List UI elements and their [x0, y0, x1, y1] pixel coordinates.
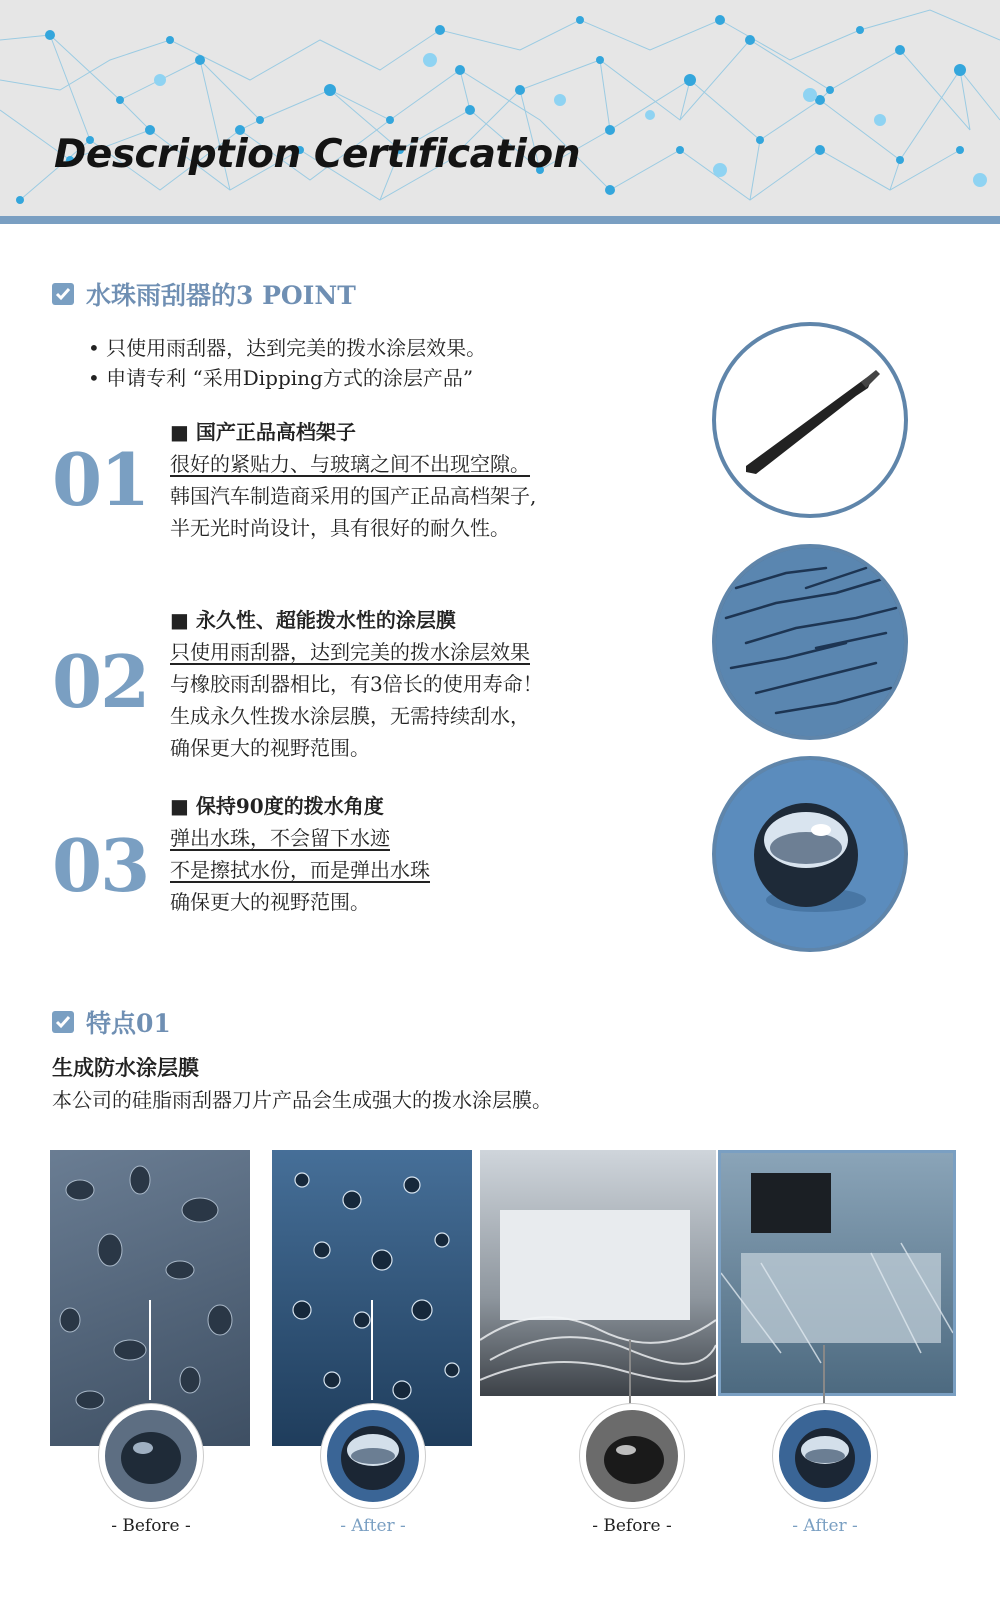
point-highlight: 只使用雨刮器，达到完美的拨水涂层效果 [170, 640, 530, 664]
point-text: 生成永久性拨水涂层膜，无需持续刮水， [170, 704, 530, 728]
before-photo-droplets [50, 1150, 250, 1446]
point-number: 02 [52, 639, 149, 724]
checkbox-icon [52, 283, 74, 305]
callout-line [371, 1300, 373, 1400]
header-banner [0, 0, 1000, 216]
point-text: 与橡胶雨刮器相比，有3倍长的使用寿命！ [170, 672, 543, 696]
before-photo-windshield [480, 1150, 716, 1396]
point-text: 确保更大的视野范围。 [170, 890, 370, 914]
section-heading-feature-01 [52, 1004, 171, 1040]
point-number: 03 [52, 823, 149, 908]
caption-after: - After - [340, 1516, 406, 1536]
caption-before: - Before - [592, 1516, 672, 1536]
section-title: 水珠雨刮器的3 POINT [86, 281, 356, 310]
wiper-blade-image [712, 322, 908, 518]
network-pattern [0, 0, 1000, 216]
bullet-item: • 申请专利 “采用Dipping方式的涂层产品” [88, 366, 474, 390]
feature-description: 本公司的硅脂雨刮器刀片产品会生成强大的拨水涂层膜。 [52, 1088, 552, 1112]
after-photo-beads [272, 1150, 472, 1446]
callout-line [823, 1345, 825, 1405]
feature-subtitle: 生成防水涂层膜 [52, 1055, 199, 1080]
caption-after: - After - [792, 1516, 858, 1536]
point-heading: ■ 永久性、超能拨水性的涂层膜 [170, 608, 456, 632]
point-highlight: 不是擦拭水份，而是弹出水珠 [170, 858, 430, 882]
section-heading-3-point [52, 276, 356, 312]
after-photo-windshield [718, 1150, 956, 1396]
checkbox-icon [52, 1011, 74, 1033]
before-windshield-thumb [580, 1404, 684, 1508]
water-streaks-icon [716, 548, 904, 736]
bullet-item: • 只使用雨刮器，达到完美的拨水涂层效果。 [88, 336, 487, 360]
water-droplet-icon [716, 760, 904, 948]
point-text: 韩国汽车制造商采用的国产正品高档架子, [170, 484, 537, 508]
after-windshield-thumb [773, 1404, 877, 1508]
point-number: 01 [52, 437, 149, 522]
callout-line [629, 1340, 631, 1404]
water-droplet-image [712, 756, 908, 952]
point-heading: ■ 国产正品高档架子 [170, 420, 356, 444]
point-text: 半无光时尚设计，具有很好的耐久性。 [170, 516, 510, 540]
page-title: Description Certification [54, 132, 580, 177]
callout-line [149, 1300, 151, 1400]
water-streaks-image [712, 544, 908, 740]
point-highlight: 弹出水珠，不会留下水迹 [170, 826, 390, 850]
section-title: 特点01 [86, 1009, 171, 1038]
point-heading: ■ 保持90度的拨水角度 [170, 794, 384, 818]
caption-before: - Before - [111, 1516, 191, 1536]
after-droplet-thumb [321, 1404, 425, 1508]
wiper-blade-icon [716, 326, 904, 514]
point-text: 确保更大的视野范围。 [170, 736, 370, 760]
point-highlight: 很好的紧贴力、与玻璃之间不出现空隙。 [170, 452, 530, 476]
header-divider [0, 216, 1000, 224]
before-droplet-thumb [99, 1404, 203, 1508]
